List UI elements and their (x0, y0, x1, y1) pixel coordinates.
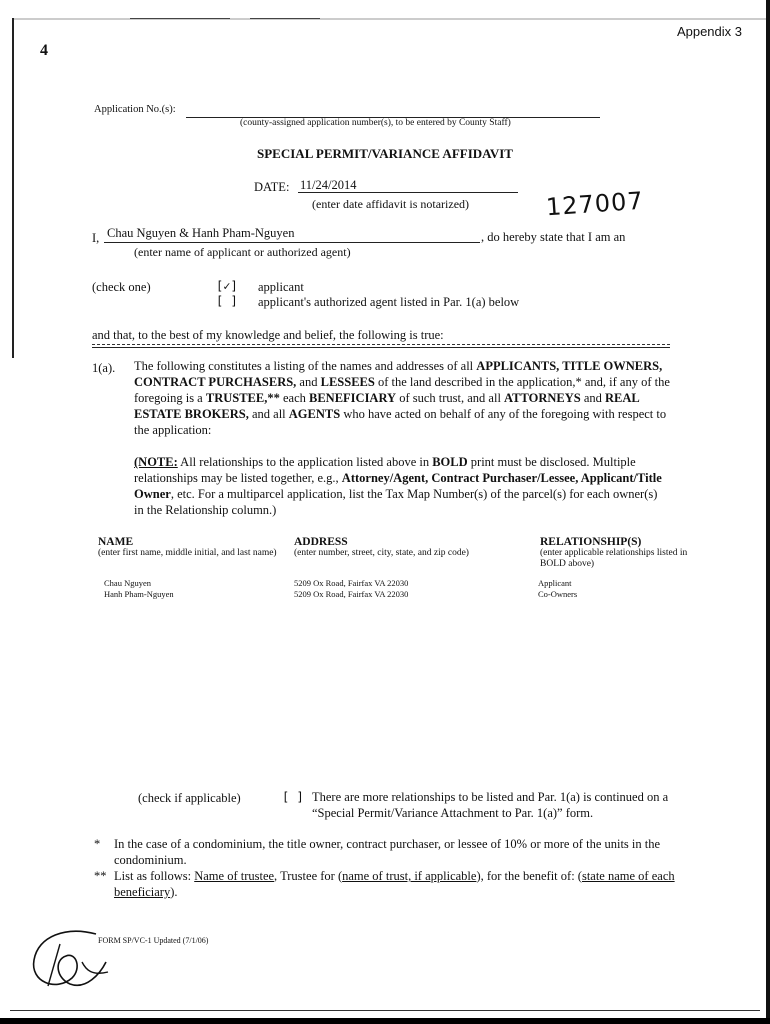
note-bold: BOLD (432, 455, 468, 469)
note-label: (NOTE: (134, 455, 178, 469)
footnote-underlined: state name of each beneficiary (114, 869, 675, 899)
agent-checkbox[interactable]: [ ] (216, 294, 238, 308)
par-text: who have acted on behalf of any of the foregoing with respect to the application: (134, 407, 667, 437)
bottom-edge (10, 1010, 760, 1011)
note-part: print must be disclosed. Multiple relationships may be listed together, e.g., (134, 455, 636, 485)
footnote-part: List as follows: (114, 869, 195, 883)
applicant-name: Chau Nguyen & Hanh Pham-Nguyen (107, 226, 295, 240)
date-label: DATE: (254, 180, 290, 194)
par-bold: REAL ESTATE BROKERS, (134, 391, 640, 421)
table-row-name: Chau Nguyen (104, 578, 151, 588)
more-relationships-text: There are more relationships to be listed and Par. 1(a) is continued on a “Special Permit/Variance Attachment to Par. 1(a)” form. (312, 790, 669, 820)
document-title: SPECIAL PERMIT/VARIANCE AFFIDAVIT (257, 146, 513, 161)
relationship-header-title: RELATIONSHIP(S) (540, 536, 642, 548)
appendix-label: Appendix 3 (676, 24, 742, 39)
par-bold: APPLICANTS, TITLE OWNERS, CONTRACT PURCHASERS, (134, 359, 663, 389)
check-one-label: (check one) (92, 280, 151, 294)
par-text: and (296, 375, 321, 389)
statement-suffix: , do hereby state that I am an (481, 230, 626, 244)
handwritten-number: 127007 (545, 186, 645, 222)
par-text: each (279, 391, 309, 405)
par-text: and (580, 391, 606, 405)
par-1a-number: 1(a). (92, 361, 116, 375)
table-row-relationship: Applicant (538, 578, 572, 588)
table-row-address: 5209 Ox Road, Fairfax VA 22030 (294, 589, 409, 599)
application-number-line (186, 103, 250, 118)
belief-statement: and that, to the best of my knowledge and belief, the following is true: (92, 328, 444, 342)
initials-signature (26, 922, 116, 1002)
check-if-applicable-label: (check if applicable) (138, 791, 241, 805)
note-part: , etc. For a multiparcel application, list the Tax Map Number(s) of the parcel(s) for each owner(s) in the Relationship column.) (134, 487, 658, 517)
applicant-option-label: applicant (258, 280, 304, 294)
par-text: of such trust, and all (396, 391, 505, 405)
date-value: 11/24/2014 (300, 178, 357, 192)
more-relationships-checkbox[interactable]: [ ] (282, 790, 304, 804)
footnote-1-text: In the case of a condominium, the title owner, contract purchaser, or lessee of 10% or more of the units in the condominium. (114, 837, 661, 867)
footnote-2-text (114, 868, 686, 900)
par-bold: AGENTS (288, 407, 341, 421)
footnote-underlined: Name of trustee (194, 869, 275, 883)
par-text: of the land described in the application,* and, if any of the foregoing is a (134, 375, 670, 405)
statement-prefix: I, (92, 231, 100, 245)
par-bold: LESSEES (320, 375, 375, 389)
par-bold: BENEFICIARY (309, 391, 397, 405)
footnote-part: ). (170, 885, 178, 899)
note-part: All relationships to the application listed above in (177, 455, 433, 469)
footnote-part: ), for the benefit of: ( (476, 869, 582, 883)
applicant-checkbox[interactable]: [✓] (216, 279, 238, 293)
top-edge-mark (130, 18, 230, 19)
address-header-hint: (enter number, street, city, state, and zip code) (294, 548, 469, 558)
table-row-name: Hanh Pham-Nguyen (104, 589, 174, 599)
application-number-hint: (county-assigned application number(s), to be entered by County Staff) (240, 118, 511, 128)
par-text: and all (248, 407, 289, 421)
relationship-header-hint: (enter applicable relationships listed in BOLD above) (540, 548, 688, 569)
par-bold: TRUSTEE,** (205, 391, 280, 405)
date-hint: (enter date affidavit is notarized) (312, 197, 470, 211)
name-column-header (98, 536, 278, 559)
footnote-2-marker: ** (94, 869, 107, 883)
name-header-title: NAME (98, 536, 134, 548)
footnote-underlined: name of trust, if applicable (342, 869, 477, 883)
application-number-line (250, 103, 600, 118)
agent-option-label: applicant's authorized agent listed in Par. 1(a) below (258, 295, 520, 309)
statement-hint: (enter name of applicant or authorized agent) (134, 245, 351, 259)
par-1a-text (134, 358, 670, 438)
table-row-address: 5209 Ox Road, Fairfax VA 22030 (294, 578, 409, 588)
top-edge-mark (250, 18, 320, 19)
address-header-title: ADDRESS (294, 536, 348, 548)
form-id: FORM SP/VC-1 Updated (7/1/06) (98, 936, 209, 945)
left-edge (12, 18, 14, 358)
table-row-relationship: Co-Owners (538, 589, 578, 599)
note-text (134, 454, 670, 518)
bottom-border (0, 1018, 770, 1024)
par-bold: ATTORNEYS (504, 391, 581, 405)
separator-solid (92, 347, 670, 348)
address-column-header (294, 536, 524, 559)
footnote-part: , Trustee for ( (274, 869, 343, 883)
relationship-column-header (540, 536, 690, 570)
page-mark: 4 (40, 42, 48, 59)
application-number-label: Application No.(s): (94, 104, 176, 115)
note-bold: Attorney/Agent, Contract Purchaser/Lessee, Applicant/Title Owner (134, 471, 662, 501)
separator-dashed (92, 344, 670, 345)
name-header-hint: (enter first name, middle initial, and last name) (98, 548, 277, 558)
top-edge (12, 18, 770, 20)
par-text: The following constitutes a listing of the names and addresses of all (134, 359, 477, 373)
footnote-1-marker: * (94, 837, 101, 851)
